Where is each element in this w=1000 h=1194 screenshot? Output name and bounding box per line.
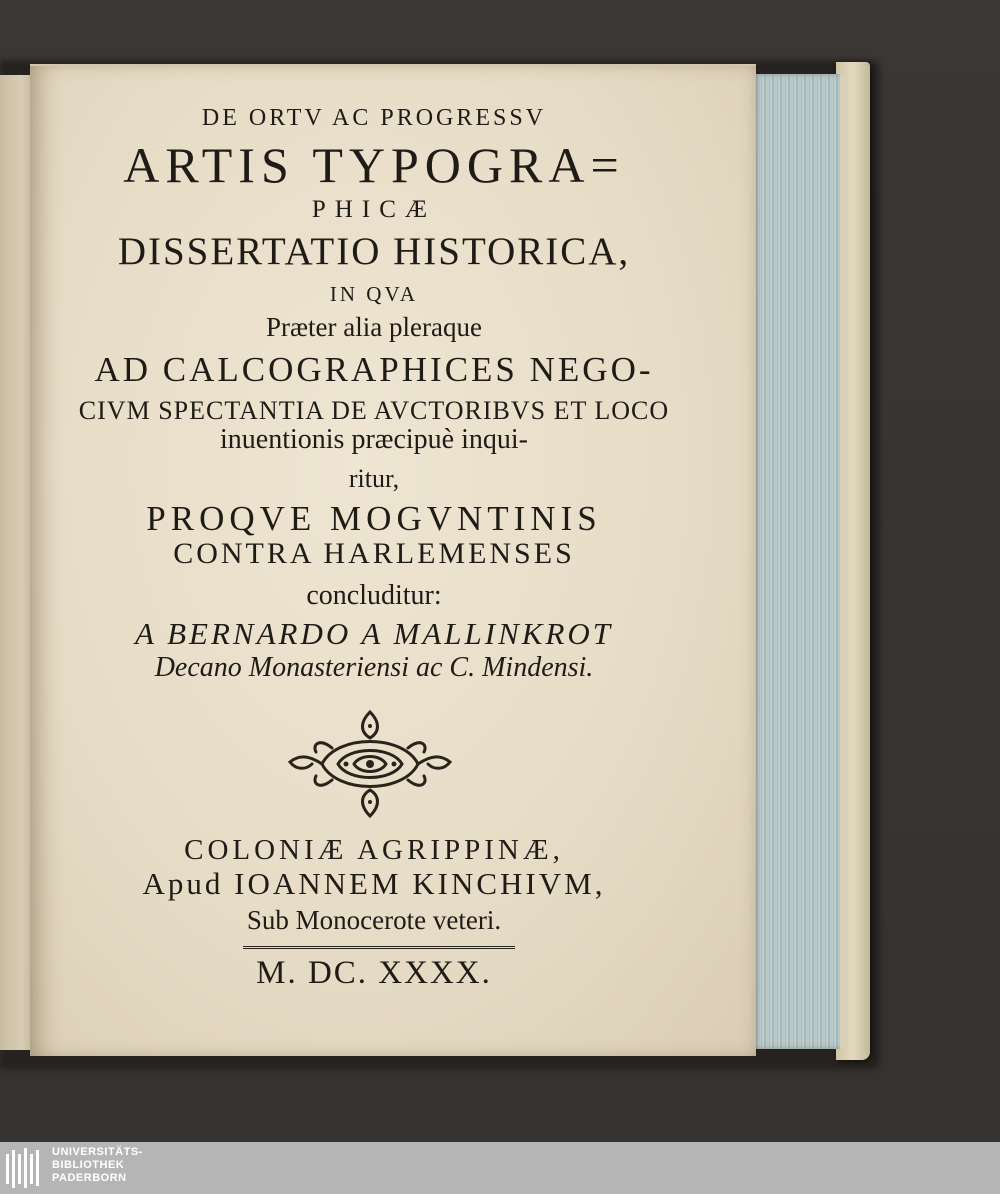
printers-ornament-icon <box>282 704 458 824</box>
title-line-3: PHICÆ <box>311 196 437 223</box>
logo-line-1: UNIVERSITÄTS- <box>52 1146 143 1158</box>
title-line-10: ritur, <box>348 464 400 493</box>
title-line-8: CIVM SPECTANTIA DE AVCTORIBVS ET LOCO <box>78 396 670 425</box>
library-logo-text <box>52 1146 143 1185</box>
page-edges <box>752 74 842 1049</box>
imprint-sign: Sub Monocerote veteri. <box>246 905 502 935</box>
author-title-line: Decano Monasteriensi ac C. Mindensi. <box>154 652 594 683</box>
title-line-5: IN QVA <box>329 282 419 306</box>
title-line-2: ARTIS TYPOGRA= <box>123 137 625 193</box>
title-line-11: PROQVE MOGVNTINIS <box>146 499 602 538</box>
imprint-place: COLONIÆ AGRIPPINÆ, <box>184 834 564 866</box>
logo-line-3: PADERBORN <box>52 1172 127 1184</box>
title-line-7: AD CALCOGRAPHICES NEGO- <box>94 350 654 389</box>
library-footer <box>0 1142 1000 1194</box>
imprint-date: M. DC. XXXX. <box>256 955 492 991</box>
library-bars-logo <box>4 1146 44 1190</box>
title-line-12: CONTRA HARLEMENSES <box>173 537 575 570</box>
imprint-rule <box>243 946 515 954</box>
title-line-1: DE ORTV AC PROGRESSV <box>201 105 547 131</box>
author-line: A BERNARDO A MALLINKROT <box>134 616 614 651</box>
title-line-4: DISSERTATIO HISTORICA, <box>117 230 631 273</box>
title-line-9: inuentionis præcipuè inqui- <box>220 424 528 455</box>
title-line-6: Præter alia pleraque <box>266 312 482 342</box>
logo-line-2: BIBLIOTHEK <box>52 1159 125 1171</box>
title-line-13: concluditur: <box>306 580 442 611</box>
imprint-printer: Apud IOANNEM KINCHIVM, <box>142 866 606 901</box>
